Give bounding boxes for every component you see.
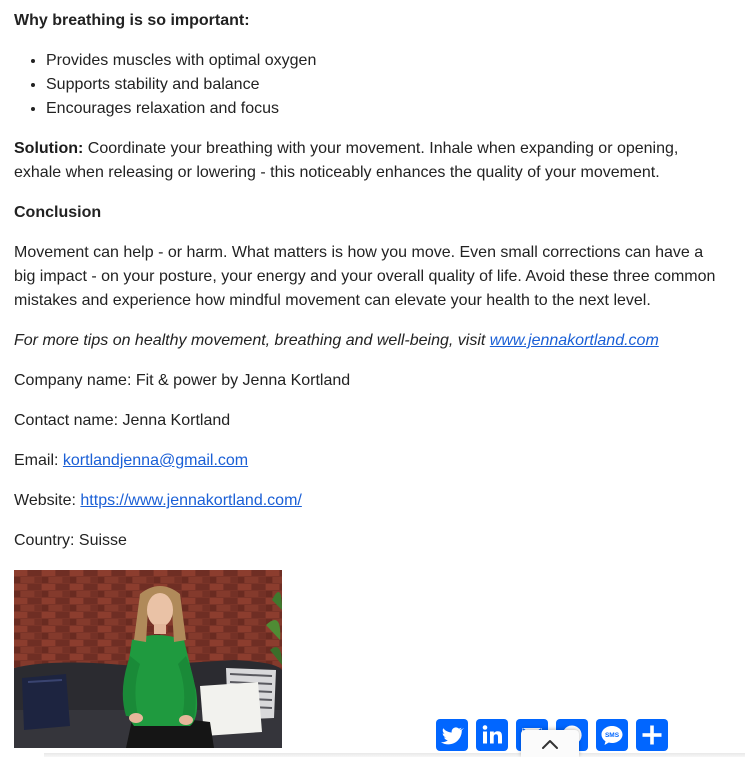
svg-text:SMS: SMS [604, 732, 620, 740]
solution-paragraph [14, 137, 719, 185]
list-item: • Encourages relaxation and focus [46, 97, 719, 121]
solution-label: Solution: [14, 140, 84, 157]
tips-paragraph [14, 329, 719, 353]
list-item: • Supports stability and balance [46, 73, 719, 97]
email-line [14, 449, 719, 473]
benefits-list [14, 49, 719, 121]
breathing-heading: Why breathing is so important: [14, 12, 250, 29]
company-name: Company name: Fit & power by Jenna Kortland [14, 372, 351, 389]
website-link[interactable]: https://www.jennakortland.com/ [80, 492, 302, 509]
contact-name: Contact name: Jenna Kortland [14, 412, 231, 429]
twitter-icon[interactable] [436, 719, 468, 751]
website-line [14, 489, 719, 513]
list-item: • Provides muscles with optimal oxygen [46, 49, 719, 73]
sms-message-icon[interactable] [596, 719, 628, 751]
tips-website-link[interactable]: www.jennakortland.com [489, 332, 659, 349]
chevron-up-icon [541, 738, 559, 750]
conclusion-paragraph: Movement can help - or harm. What matters is how you move. Even small corrections can have a big impact - on your posture, your energy and your overall quality of life. Avoid these three common mistakes and experience how mindful movement can elevate your health to the next level. [14, 244, 716, 309]
share-icon[interactable] [636, 719, 668, 751]
footer-divider [44, 753, 745, 757]
scroll-to-top-button[interactable] [521, 730, 579, 757]
profile-photo [14, 570, 282, 748]
article-body [14, 9, 719, 569]
solution-text: Coordinate your breathing with your movement. Inhale when expanding or opening, exhale when releasing or lowering - this noticeably enhances the quality of your movement. [14, 140, 679, 181]
conclusion-heading: Conclusion [14, 204, 102, 221]
linkedin-icon[interactable] [476, 719, 508, 751]
tips-text: For more tips on healthy movement, breathing and well-being, visit [14, 332, 490, 349]
email-link[interactable]: kortlandjenna@gmail.com [62, 452, 249, 469]
country: Country: Suisse [14, 532, 127, 549]
email-label: Email: [14, 452, 63, 469]
website-label: Website: [14, 492, 81, 509]
